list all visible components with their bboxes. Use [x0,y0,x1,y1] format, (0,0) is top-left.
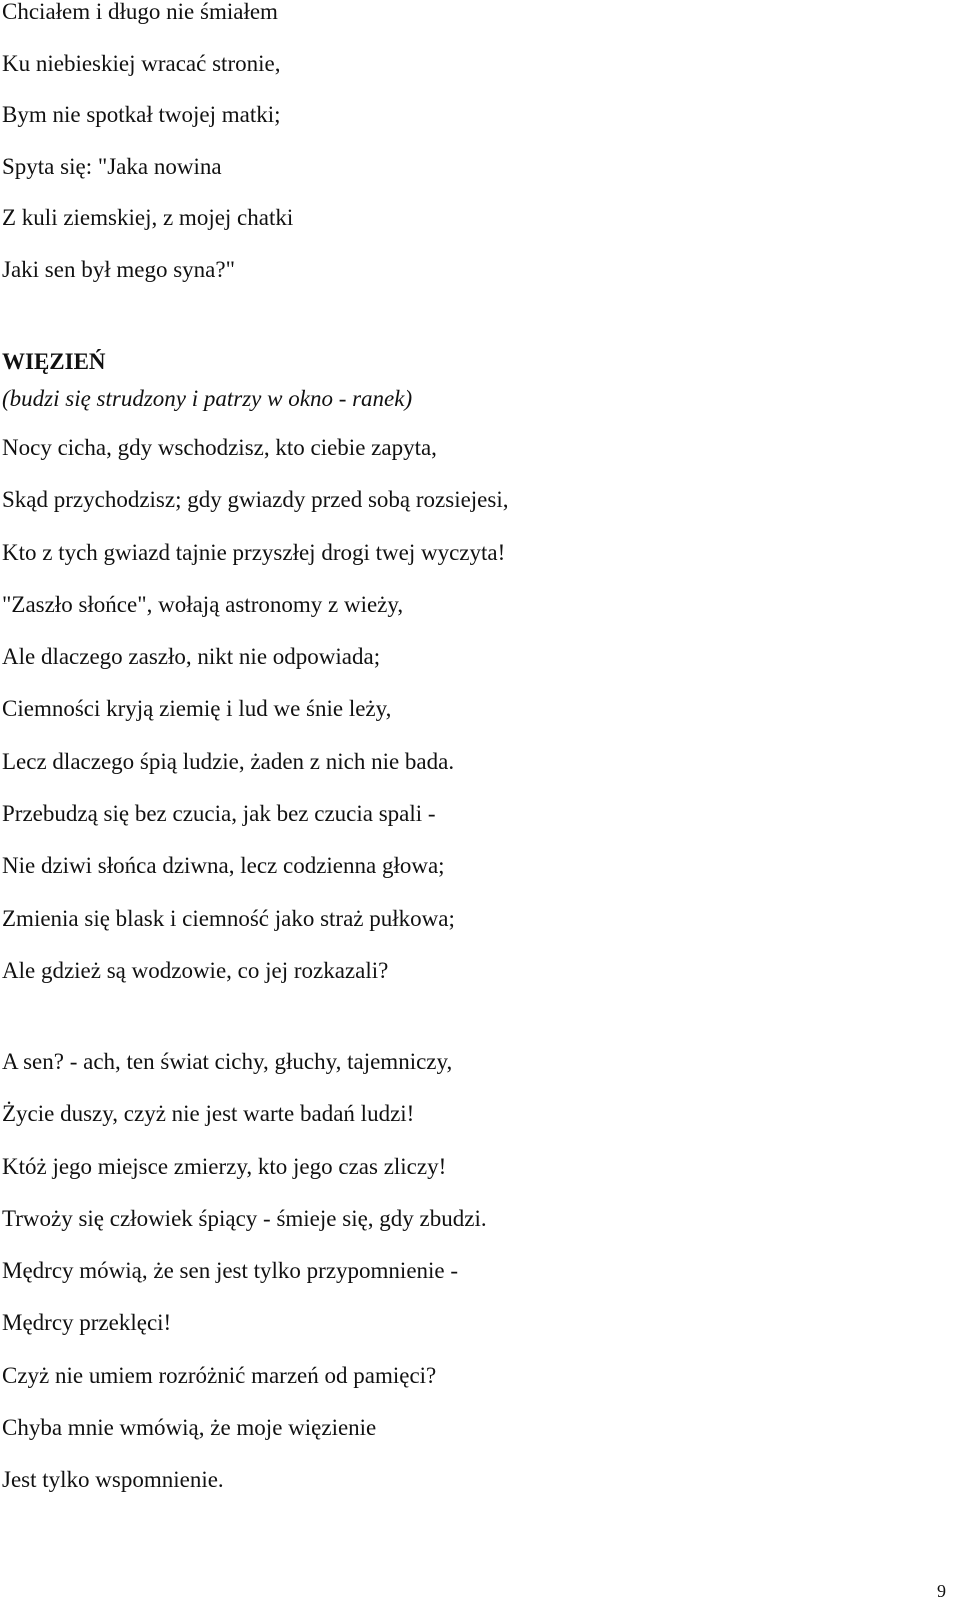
verse-line: Ale dlaczego zaszło, nikt nie odpowiada; [2,644,381,670]
verse-line: Nie dziwi słońca dziwna, lecz codzienna głowa; [2,853,445,879]
stanza-2 [2,1036,487,1507]
page-number: 9 [937,1581,946,1601]
verse-line: A sen? - ach, ten świat cichy, głuchy, tajemniczy, [2,1049,453,1074]
verse-line: Zmienia się blask i ciemność jako straż pułkowa; [2,905,455,931]
verse-line: Nocy cicha, gdy wschodzisz, kto ciebie zapyta, [2,435,437,460]
verse-line: Ciemności kryją ziemię i lud we śnie leży, [2,696,392,722]
verse-line: Któż jego miejsce zmierzy, kto jego czas zliczy! [2,1153,447,1179]
verse-line: "Zaszło słońce", wołają astronomy z wieży, [2,591,404,617]
verse-line: Kto z tych gwiazd tajnie przyszłej drogi twej wyczyta! [2,539,506,565]
verse-line: Ale gdzież są wodzowie, co jej rozkazali? [2,957,389,983]
verse-line: Jest tylko wspomnienie. [2,1467,224,1493]
verse-line: Lecz dlaczego śpią ludzie, żaden z nich nie bada. [2,748,455,774]
speaker-heading [2,343,412,417]
verse-line: Mędrcy przeklęci! [2,1310,172,1336]
verse-line: Spyta się: "Jaka nowina [2,153,222,179]
verse-line: Jaki sen był mego syna?" [2,256,235,282]
verse-line: Życie duszy, czyż nie jest warte badań ludzi! [2,1101,415,1127]
verse-line: Czyż nie umiem rozróżnić marzeń od pamięci? [2,1362,437,1388]
verse-line: Bym nie spotkał twojej matki; [2,102,281,128]
opening-verse [2,0,293,296]
verse-line: Skąd przychodzisz; gdy gwiazdy przed sobą rozsiejesi, [2,487,509,513]
verse-line: Trwoży się człowiek śpiący - śmieje się, gdy zbudzi. [2,1205,487,1231]
verse-line: Z kuli ziemskiej, z mojej chatki [2,205,294,231]
verse-line: Przebudzą się bez czucia, jak bez czucia spali - [2,801,436,827]
verse-line: Chyba mnie wmówią, że moje więzienie [2,1415,377,1441]
verse-line: Ku niebieskiej wracać stronie, [2,50,281,76]
stanza-1 [2,422,508,997]
stage-direction: (budzi się strudzony i patrzy w okno - ranek) [2,386,413,411]
speaker-name: WIĘZIEŃ [2,349,106,374]
verse-line: Mędrcy mówią, że sen jest tylko przypomnienie - [2,1258,459,1284]
verse-line: Chciałem i długo nie śmiałem [2,0,278,24]
